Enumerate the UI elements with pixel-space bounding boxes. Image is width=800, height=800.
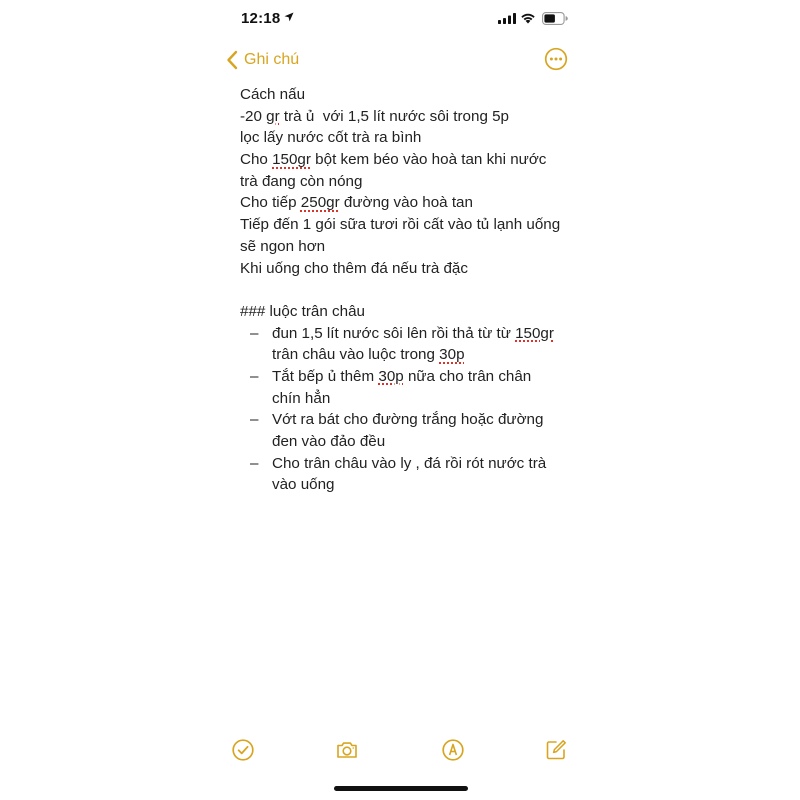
home-indicator[interactable] <box>334 786 468 791</box>
note-body[interactable] <box>240 84 570 496</box>
note-line: -20 gr trà ủ với 1,5 lít nước sôi trong 5p <box>240 107 509 125</box>
note-line: Tiếp đến 1 gói sữa tươi rồi cất vào tủ lạnh uống <box>240 216 561 234</box>
wifi-icon <box>520 12 536 24</box>
list-item: – đun 1,5 lít nước sôi lên rồi thả từ từ 150gr trân châu vào luộc trong 30p <box>250 323 570 366</box>
bullet-dash: – <box>250 454 259 472</box>
bullet-dash: – <box>250 367 259 385</box>
compose-icon[interactable] <box>544 738 568 762</box>
blank-line <box>240 279 570 301</box>
note-line: trà đang còn nóng <box>240 172 363 190</box>
more-options-icon[interactable] <box>544 47 568 71</box>
location-arrow-icon <box>284 12 294 22</box>
status-bar <box>222 0 578 40</box>
back-label: Ghi chú <box>244 51 300 68</box>
bullet-dash: – <box>250 324 259 342</box>
cellular-signal-icon <box>498 13 516 24</box>
misspelled-word: 150gr <box>272 151 311 169</box>
back-button[interactable] <box>226 48 299 72</box>
misspelled-word: 250gr <box>300 194 340 212</box>
note-line: Cách nấu <box>240 86 306 103</box>
list-item: – Vớt ra bát cho đường trắng hoặc đường đen vào đảo đều <box>250 409 570 452</box>
note-line: Khi uống cho thêm đá nếu trà đặc <box>240 259 468 277</box>
note-line: lọc lấy nước cốt trà ra bình <box>240 129 422 147</box>
status-time: 12:18 <box>241 10 281 27</box>
misspelled-word: 30p <box>439 346 465 364</box>
chevron-left-icon <box>226 50 238 70</box>
markup-icon[interactable] <box>441 738 465 762</box>
checklist-icon[interactable] <box>231 738 255 762</box>
bottom-toolbar <box>222 734 578 766</box>
note-line: Cho 150gr bột kem béo vào hoà tan khi nước <box>240 151 547 169</box>
list-item: – Cho trân châu vào ly , đá rồi rót nước trà vào uống <box>250 453 570 496</box>
camera-icon[interactable] <box>335 738 359 762</box>
bullet-dash: – <box>250 411 259 429</box>
misspelled-word: gr <box>266 107 280 125</box>
notes-screen <box>222 0 578 800</box>
misspelled-word: 30p <box>378 367 404 385</box>
note-line: sẽ ngon hơn <box>240 237 326 255</box>
misspelled-word: 150gr <box>515 324 554 342</box>
note-line: Cho tiếp 250gr đường vào hoà tan <box>240 194 473 212</box>
list-item: – Tắt bếp ủ thêm 30p nữa cho trân chân chín hẳn <box>250 366 570 409</box>
nav-bar <box>222 44 578 76</box>
battery-icon <box>542 12 568 25</box>
section-heading: ### luộc trân châu <box>240 302 365 320</box>
